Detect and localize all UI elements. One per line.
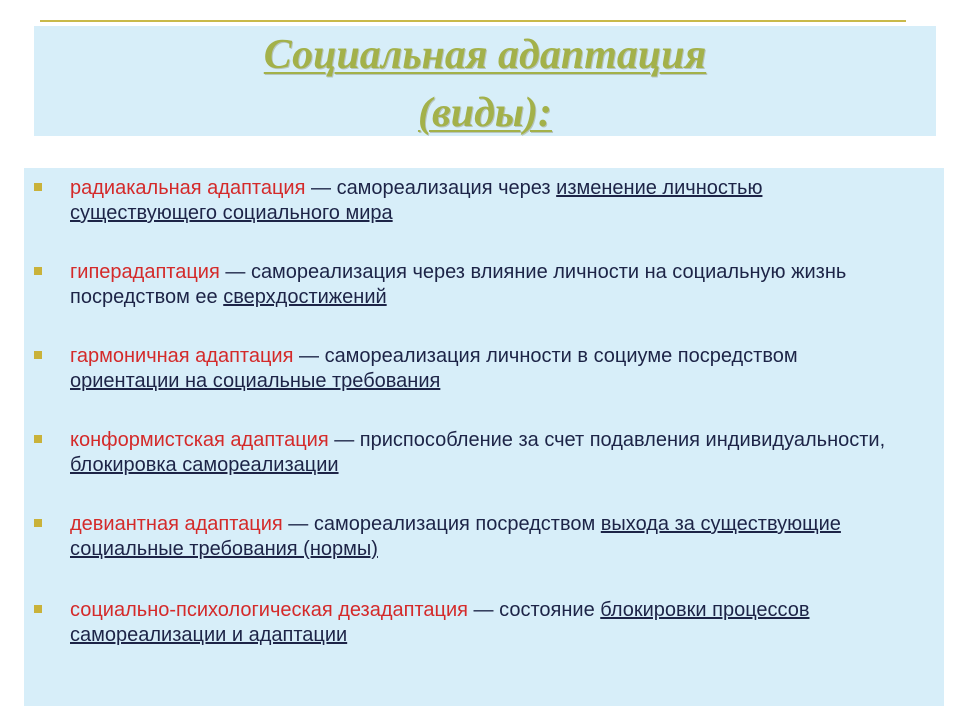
item-dash: — [468, 599, 500, 621]
item-underlined: сверхдостижений [223, 286, 387, 308]
item-plain: самореализация посредством [313, 513, 601, 535]
item-plain: состояние [499, 599, 601, 621]
bullet-icon [34, 519, 42, 527]
top-rule [40, 20, 906, 22]
item-text [70, 428, 890, 478]
item-text [70, 344, 890, 394]
item-dash: — [305, 177, 337, 199]
item-underlined: выхода за существующие социальные требования (нормы) [70, 513, 841, 560]
item-plain: самореализация через [336, 177, 557, 199]
item-plain: приспособление за счет подавления индивидуальности, [359, 429, 886, 451]
item-term: гиперадаптация [70, 261, 220, 283]
bullet-icon [34, 605, 42, 613]
item-plain: самореализация через влияние личности на социальную жизнь посредством ее [70, 261, 847, 308]
item-plain: самореализация личности в социуме посредством [324, 345, 798, 367]
item-underlined: изменение личностью существующего социального мира [70, 177, 763, 224]
item-term: девиантная адаптация [70, 513, 283, 535]
title-line-2: (виды): [417, 90, 553, 136]
title-line-1: Социальная адаптация [263, 32, 707, 78]
content-band [24, 168, 944, 706]
item-dash: — [219, 261, 251, 283]
bullet-icon [34, 183, 42, 191]
item-underlined: ориентации на социальные требования [70, 370, 441, 392]
item-text [70, 512, 890, 562]
slide-title [34, 26, 936, 142]
item-term: радиакальная адаптация [70, 177, 306, 199]
item-dash: — [282, 513, 314, 535]
item-text [70, 598, 890, 648]
bullet-icon [34, 351, 42, 359]
item-underlined: блокировки процессов самореализации и адаптации [70, 599, 810, 646]
item-dash: — [328, 429, 360, 451]
bullet-icon [34, 435, 42, 443]
item-underlined: блокировка самореализации [70, 454, 339, 476]
item-text [70, 260, 890, 310]
item-term: конформистская адаптация [70, 429, 329, 451]
item-text [70, 176, 890, 226]
item-term: гармоничная адаптация [70, 345, 294, 367]
bullet-icon [34, 267, 42, 275]
item-term: социально-психологическая дезадаптация [70, 599, 468, 621]
item-dash: — [293, 345, 325, 367]
